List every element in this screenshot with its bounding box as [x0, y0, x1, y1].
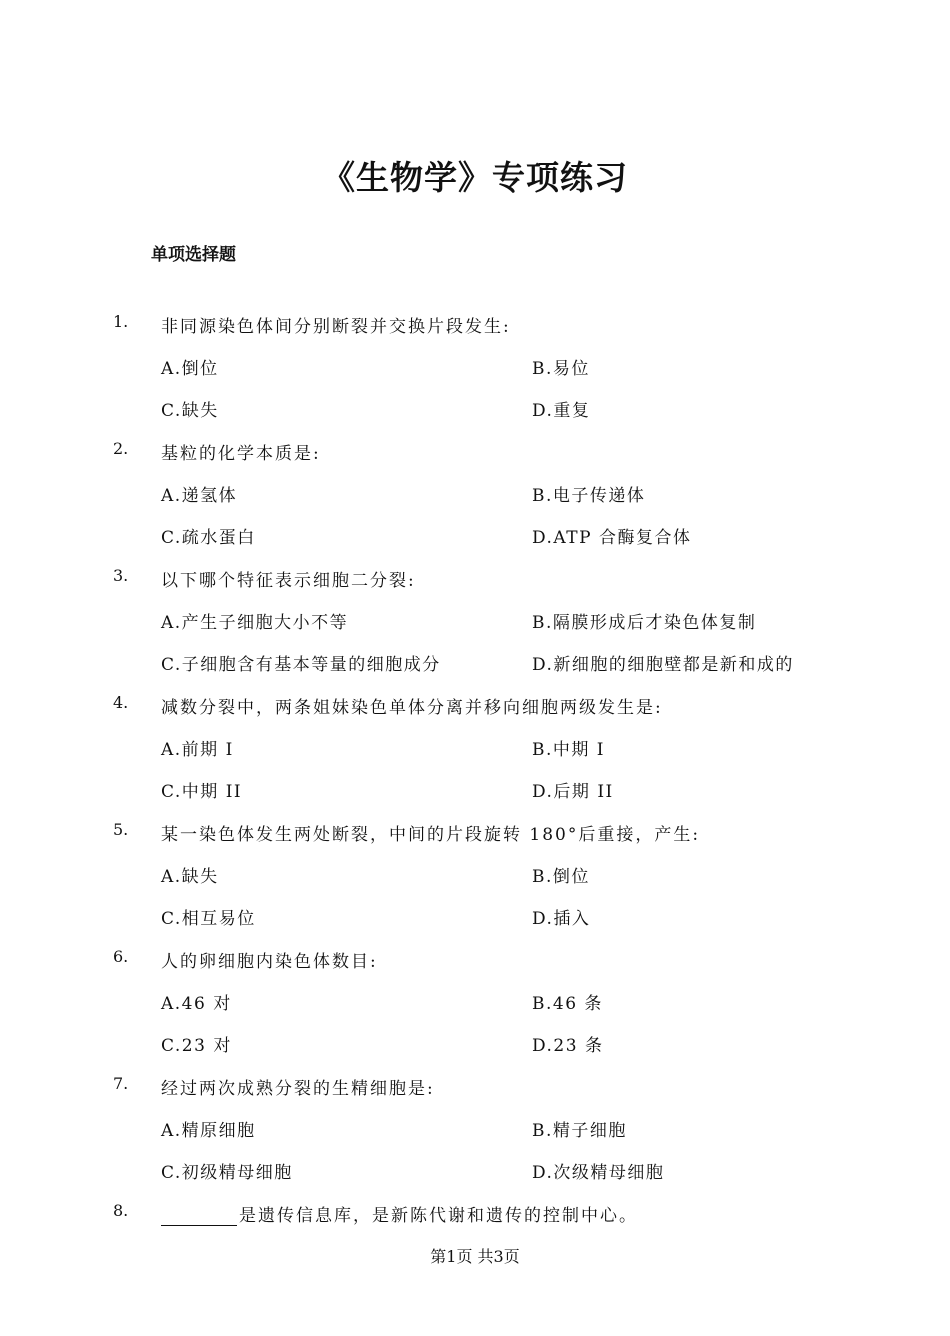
question-text: 基粒的化学本质是: — [161, 444, 321, 464]
option-c[interactable]: C.初级精母细胞 — [161, 1163, 293, 1183]
option-b[interactable]: B.中期 I — [532, 740, 606, 760]
option-d[interactable]: D.新细胞的细胞壁都是新和成的 — [532, 655, 794, 675]
question-number: 3. — [113, 566, 129, 585]
question-text: 某一染色体发生两处断裂，中间的片段旋转 180°后重接，产生: — [161, 825, 701, 845]
question-text: 非同源染色体间分别断裂并交换片段发生: — [161, 317, 511, 337]
option-c[interactable]: C.23 对 — [161, 1036, 232, 1056]
question-text-body: 是遗传信息库，是新陈代谢和遗传的控制中心。 — [239, 1206, 638, 1226]
question-list — [0, 306, 950, 1237]
option-c[interactable]: C.疏水蛋白 — [161, 528, 256, 548]
option-d[interactable]: D.ATP 合酶复合体 — [532, 528, 692, 548]
question-4 — [0, 687, 950, 814]
answer-blank[interactable] — [161, 1207, 237, 1226]
option-c[interactable]: C.子细胞含有基本等量的细胞成分 — [161, 655, 441, 675]
question-2 — [0, 433, 950, 560]
option-a[interactable]: A.产生子细胞大小不等 — [161, 613, 349, 633]
option-c[interactable]: C.相互易位 — [161, 909, 256, 929]
question-number: 5. — [113, 820, 129, 839]
option-a[interactable]: A.缺失 — [161, 867, 219, 887]
question-text: 以下哪个特征表示细胞二分裂: — [161, 571, 416, 591]
option-d[interactable]: D.23 条 — [532, 1036, 604, 1056]
question-6 — [0, 941, 950, 1068]
question-number: 6. — [113, 947, 129, 966]
option-b[interactable]: B.倒位 — [532, 867, 590, 887]
question-number: 2. — [113, 439, 129, 458]
question-number: 8. — [113, 1201, 129, 1220]
question-number: 7. — [113, 1074, 129, 1093]
option-a[interactable]: A.精原细胞 — [161, 1121, 256, 1141]
option-d[interactable]: D.次级精母细胞 — [532, 1163, 665, 1183]
page-footer: 第1页 共3页 — [430, 1247, 520, 1266]
section-heading: 单项选择题 — [151, 245, 236, 265]
option-b[interactable]: B.46 条 — [532, 994, 603, 1014]
option-b[interactable]: B.电子传递体 — [532, 486, 646, 506]
question-5 — [0, 814, 950, 941]
option-d[interactable]: D.重复 — [532, 401, 591, 421]
question-text: 减数分裂中，两条姐妹染色单体分离并移向细胞两级发生是: — [161, 698, 663, 718]
question-number: 1. — [113, 312, 129, 331]
question-7 — [0, 1068, 950, 1195]
question-text: 人的卵细胞内染色体数目: — [161, 952, 378, 972]
option-a[interactable]: A.倒位 — [161, 359, 219, 379]
option-d[interactable]: D.后期 II — [532, 782, 614, 802]
question-3 — [0, 560, 950, 687]
question-1 — [0, 306, 950, 433]
option-a[interactable]: A.前期 I — [161, 740, 234, 760]
document-title: 《生物学》专项练习 — [322, 158, 628, 197]
option-c[interactable]: C.缺失 — [161, 401, 219, 421]
option-d[interactable]: D.插入 — [532, 909, 591, 929]
question-number: 4. — [113, 693, 129, 712]
option-a[interactable]: A.46 对 — [161, 994, 232, 1014]
question-text: 经过两次成熟分裂的生精细胞是: — [161, 1079, 435, 1099]
question-text — [161, 1201, 638, 1226]
option-b[interactable]: B.易位 — [532, 359, 590, 379]
option-b[interactable]: B.精子细胞 — [532, 1121, 627, 1141]
option-c[interactable]: C.中期 II — [161, 782, 243, 802]
option-a[interactable]: A.递氢体 — [161, 486, 238, 506]
option-b[interactable]: B.隔膜形成后才染色体复制 — [532, 613, 757, 633]
question-8 — [0, 1195, 950, 1237]
